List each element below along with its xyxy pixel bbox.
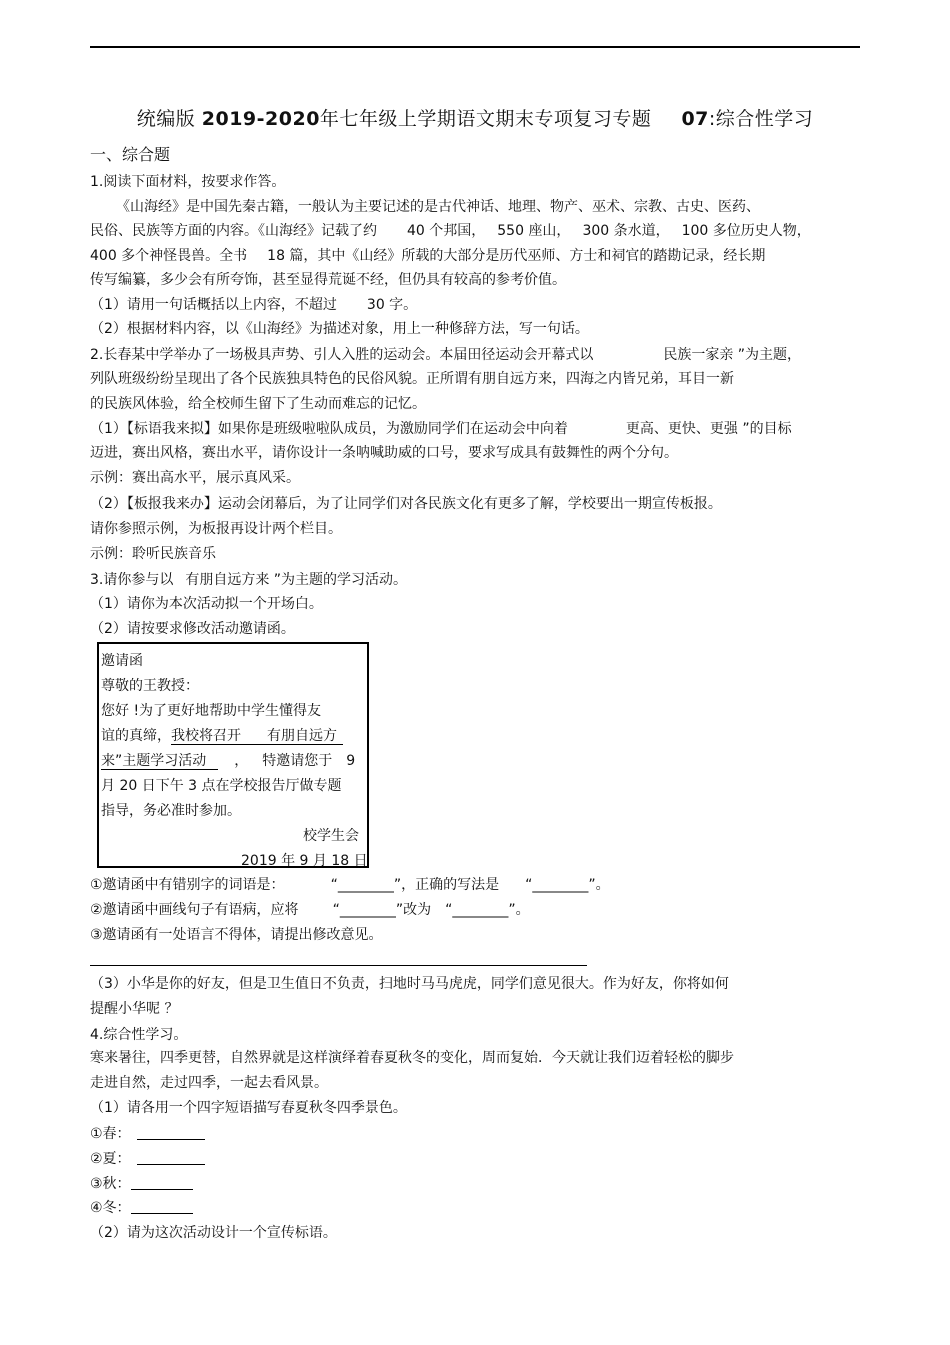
q3-heading: 3.请你参与以 有朋自远方来 ”为主题的学习活动。 [90,572,408,588]
q2-para-line: 2.长春某中学举办了一场极具声势、引人入胜的运动会。本届田径运动会开幕式以 民族一家亲 ”为主题， [90,347,802,363]
q1-para-line: 《山海经》是中国先秦古籍，一般认为主要记述的是古代神话、地理、物产、巫术、宗教、古史、医药、 [116,199,760,215]
page-title [0,104,950,131]
q4-para-line: 寒来暑往，四季更替，自然界就是这样演绎着春夏秋冬的变化，周而复始．今天就让我们迈着轻松的脚步 [90,1050,734,1066]
q1-para-line: 400 多个神怪畏兽。全书 18 篇，其中《山经》所载的大部分是历代巫师、方士和祠官的踏勘记录，经长期 [90,248,766,264]
letter-salutation: 尊敬的王教授： [101,678,199,694]
q2-example1: 示例：赛出高水平，展示真风采。 [90,470,300,486]
title-suffix: :综合性学习 [708,108,814,130]
q1-sub2: （2）根据材料内容，以《山海经》为描述对象，用上一种修辞方法，写一句话。 [90,321,589,337]
letter-line: 谊的真缔，我校将召开 有朋自远方 [101,725,343,745]
autumn-blank[interactable] [131,1175,193,1190]
q2-sub2-cont: 请你参照示例，为板报再设计两个栏目。 [90,521,342,537]
q3-sub1: （1）请你为本次活动拟一个开场白。 [90,596,323,612]
q2-para-line: 列队班级纷纷呈现出了各个民族独具特色的民俗风貌。正所谓有朋自远方来，四海之内皆兄弟，耳目一新 [90,371,734,387]
q2-sub1: （1）【标语我来拟】如果你是班级啦啦队成员，为激励同学们在运动会中向着 更高、更快、更强 ”的目标 [90,421,792,437]
q3-sub3-cont: 提醒小华呢 ？ [90,1001,179,1017]
q4-winter-item: ④冬： [90,1199,193,1217]
q2-sub1-cont: 迈进，赛出风格，赛出水平，请你设计一条呐喊助威的口号，要求写成具有鼓舞性的两个分句。 [90,445,678,461]
q4-para-line: 走进自然，走过四季，一起去看风景。 [90,1075,328,1091]
q3-answer2: ②邀请函中画线句子有语病，应将 “________”改为 “________”。 [90,902,530,918]
letter-line: 月 20 日下午 3 点在学校报告厅做专题 [101,778,342,794]
q1-heading: 1.阅读下面材料，按要求作答。 [90,174,286,190]
letter-line: 来”主题学习活动 ， 特邀请您于 9 [101,753,356,769]
letter-signature: 校学生会 [303,828,359,844]
top-rule [90,46,860,48]
q3-sub2: （2）请按要求修改活动邀请函。 [90,621,295,637]
q1-sub1: （1）请用一句话概括以上内容，不超过 30 字。 [90,297,418,313]
title-number: 07 [681,108,709,130]
q2-para-line: 的民族风体验，给全校师生留下了生动而难忘的记忆。 [90,396,426,412]
q4-autumn-item: ③秋： [90,1175,193,1193]
q4-sub2: （2）请为这次活动设计一个宣传标语。 [90,1225,337,1241]
winter-blank[interactable] [131,1199,193,1214]
spring-blank[interactable] [137,1125,205,1140]
q3-answer1: ①邀请函中有错别字的词语是： “________”，正确的写法是 “________”。 [90,877,610,893]
q3-sub3: （3）小华是你的好友，但是卫生值日不负责，扫地时马马虎虎，同学们意见很大。作为好友，你将如何 [90,976,729,992]
letter-line: 您好 !为了更好地帮助中学生懂得友 [101,703,322,719]
q4-heading: 4.综合性学习。 [90,1027,188,1043]
q4-summer-item: ②夏： [90,1150,205,1168]
summer-blank[interactable] [137,1150,205,1165]
letter-date: 2019 年 9 月 18 日 [241,853,368,869]
q3-answer3: ③邀请函有一处语言不得体，请提出修改意见。 [90,927,383,943]
title-prefix: 统编版 [136,108,196,130]
q2-example2: 示例：聆听民族音乐 [90,546,216,562]
q2-sub2: （2）【板报我来办】运动会闭幕后，为了让同学们对各民族文化有更多了解，学校要出一期宣传板报。 [90,496,722,512]
q4-spring-item: ①春： [90,1125,205,1143]
invitation-letter-box [97,642,369,868]
title-years: 2019-2020 [201,108,320,130]
q4-sub1: （1）请各用一个四字短语描写春夏秋冬四季景色。 [90,1100,407,1116]
q1-para-line: 传写编纂，多少会有所夸饰，甚至显得荒诞不经，但仍具有较高的参考价值。 [90,272,566,288]
letter-title: 邀请函 [101,653,143,669]
q1-para-line: 民俗、民族等方面的内容。《山海经》记载了约 40 个邦国， 550 座山， 300 条水道， 100 多位历史人物， [90,223,811,239]
section-heading: 一、综合题 [90,145,171,164]
letter-line: 指导，务必准时参加。 [101,803,241,819]
answer-line [90,965,587,966]
title-middle: 年七年级上学期语文期末专项复习专题 [319,108,652,130]
